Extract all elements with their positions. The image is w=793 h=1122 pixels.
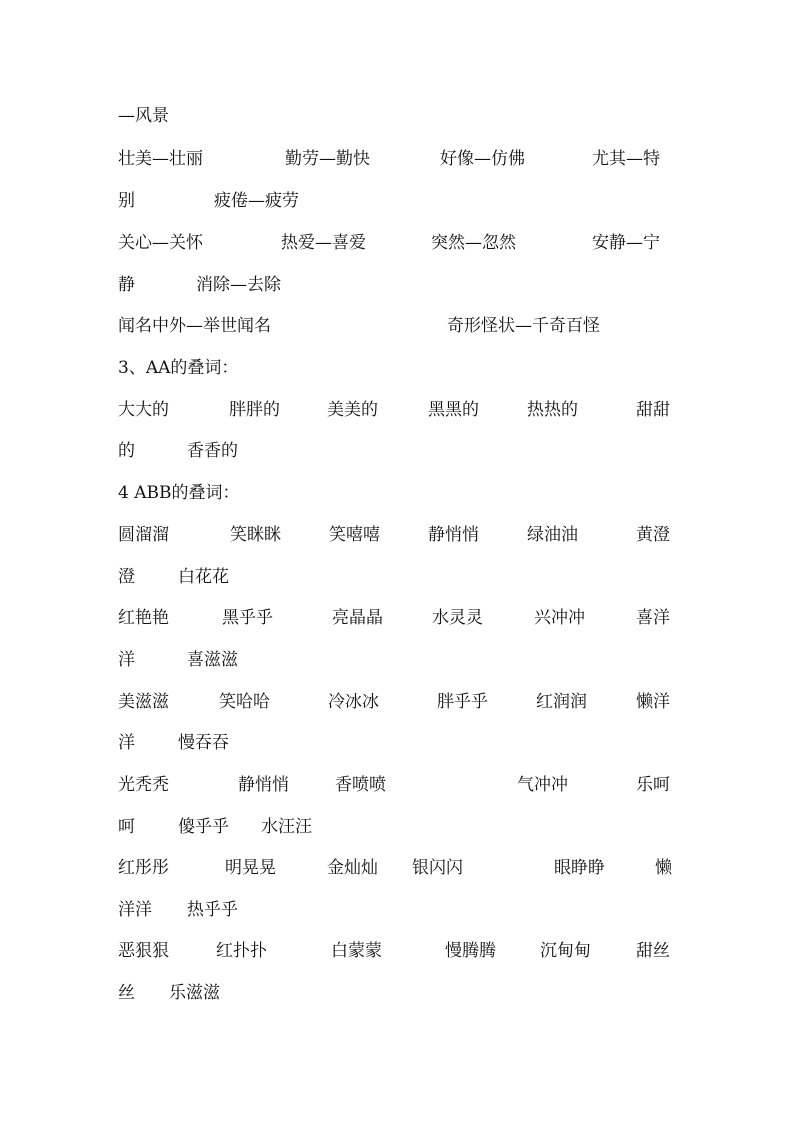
text-line: [118, 772, 678, 798]
word: 呵: [118, 817, 135, 837]
word: 喜滋滋: [187, 650, 238, 670]
word: 静: [118, 275, 135, 295]
word: 傻乎乎: [178, 817, 229, 837]
word: 喜洋: [636, 608, 670, 628]
text-line: [118, 272, 678, 298]
word: 热乎乎: [187, 900, 238, 920]
word: 黑乎乎: [222, 608, 273, 628]
word: 消除—去除: [196, 275, 281, 295]
word: 红艳艳: [118, 608, 169, 628]
word: 奇形怪状—千奇百怪: [447, 316, 600, 336]
word: 慢吞吞: [178, 733, 229, 753]
text-line: [118, 146, 678, 172]
word: 冷冰冰: [328, 692, 379, 712]
text-line: [118, 814, 678, 840]
word: 红扑扑: [216, 941, 267, 961]
word: 懒: [655, 858, 672, 878]
word: 的: [118, 441, 135, 461]
word: 洋: [118, 733, 135, 753]
text-line: [118, 188, 678, 214]
text-line: [118, 397, 678, 423]
word: 别: [118, 191, 135, 211]
word: 金灿灿: [327, 858, 378, 878]
word: 笑哈哈: [219, 692, 270, 712]
word: 热爱—喜爱: [281, 233, 366, 253]
word: 洋: [118, 650, 135, 670]
word: 关心—关怀: [118, 233, 203, 253]
word: 眼睁睁: [554, 858, 605, 878]
text-line: [118, 480, 678, 506]
word: 懒洋: [636, 692, 670, 712]
text-line: [118, 938, 678, 964]
text-line: [118, 897, 678, 923]
word: 黄澄: [636, 525, 670, 545]
word: 水汪汪: [261, 817, 312, 837]
text-line: [118, 647, 678, 673]
text-line: [118, 730, 678, 756]
word: 甜甜: [636, 400, 670, 420]
word: 乐呵: [636, 775, 670, 795]
word: 热热的: [527, 400, 578, 420]
word: 好像—仿佛: [440, 149, 525, 169]
text-line: [118, 355, 678, 381]
word: 乐滋滋: [169, 983, 220, 1003]
word: 笑嘻嘻: [329, 525, 380, 545]
word: 甜丝: [636, 941, 670, 961]
word: 疲倦—疲劳: [214, 191, 299, 211]
text-line: [118, 564, 678, 590]
word: 兴冲冲: [534, 608, 585, 628]
word: 大大的: [118, 400, 169, 420]
section-heading: 3、AA的叠词：: [118, 358, 239, 378]
text-line: [118, 438, 678, 464]
word: 丝: [118, 983, 135, 1003]
word: 绿油油: [527, 525, 578, 545]
text-line: [118, 230, 678, 256]
word: 美美的: [327, 400, 378, 420]
word: 闻名中外—举世闻名: [118, 316, 271, 336]
word: 香香的: [187, 441, 238, 461]
word: 白花花: [178, 567, 229, 587]
word: 水灵灵: [432, 608, 483, 628]
word: 静悄悄: [428, 525, 479, 545]
text-line: [118, 103, 678, 129]
word: 静悄悄: [238, 775, 289, 795]
word: 气冲冲: [517, 775, 568, 795]
word: 光秃秃: [118, 775, 169, 795]
text-line: [118, 689, 678, 715]
section-heading: 4 ABB的叠词：: [118, 483, 240, 503]
text-line: [118, 980, 678, 1006]
text-line: [118, 855, 678, 881]
word: 白蒙蒙: [331, 941, 382, 961]
word: 胖乎乎: [437, 692, 488, 712]
text-line: [118, 605, 678, 631]
word: 明晃晃: [225, 858, 276, 878]
word: 银闪闪: [412, 858, 463, 878]
text-line: [118, 313, 678, 339]
word: 澄: [118, 567, 135, 587]
word: —风景: [118, 106, 169, 126]
text-line: [118, 522, 678, 548]
word: 安静—宁: [592, 233, 660, 253]
word: 勤劳—勤快: [285, 149, 370, 169]
word: 黑黑的: [428, 400, 479, 420]
word: 洋洋: [118, 900, 152, 920]
word: 尤其—特: [592, 149, 660, 169]
word: 壮美—壮丽: [118, 149, 203, 169]
word: 红彤彤: [118, 858, 169, 878]
word: 恶狠狠: [118, 941, 169, 961]
word: 慢腾腾: [445, 941, 496, 961]
word: 香喷喷: [335, 775, 386, 795]
word: 笑眯眯: [230, 525, 281, 545]
word: 突然—忽然: [431, 233, 516, 253]
word: 圆溜溜: [118, 525, 169, 545]
word: 胖胖的: [229, 400, 280, 420]
word: 红润润: [536, 692, 587, 712]
word: 美滋滋: [118, 692, 169, 712]
word: 沉甸甸: [540, 941, 591, 961]
word: 亮晶晶: [332, 608, 383, 628]
